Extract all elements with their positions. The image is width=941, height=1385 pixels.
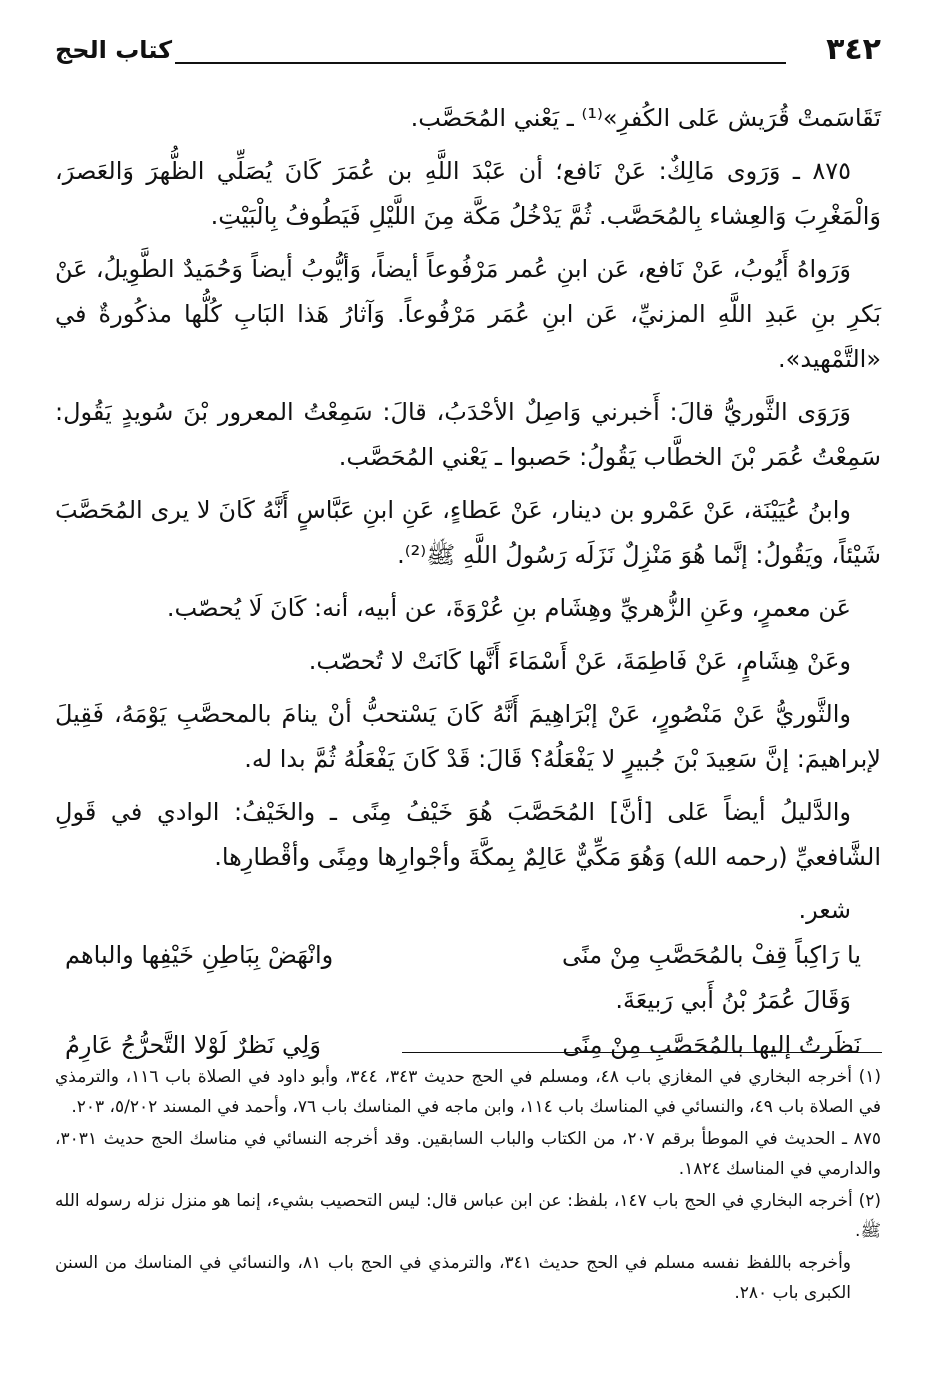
paragraph: والدَّليلُ أيضاً عَلى [أنَّ] المُحَصَّبَ هُوَ خَيْفُ مِنًى ـ والخَيْفُ: الوادي في قَولِ الشَّافعيِّ (رحمه الله) وَهُوَ مَكِّيٌّ عَالِمٌ بِمكَّةَ وأجْوارِها ومِنًى وأقْطارِها. <box>55 798 881 871</box>
verse-second-hemistich: وانْهَضْ بِبَاطِنِ خَيْفِها والباهم <box>65 941 334 969</box>
poem-label: شعر. <box>798 896 851 924</box>
verse-first-hemistich: يا رَاكِباً قِفْ بالمُحَصَّبِ مِنْ منًى <box>562 941 861 969</box>
header-rule <box>175 62 786 64</box>
paragraph: وَرَوَى الثَّوريُّ قالَ: أَخبرني وَاصِلٌ الأحْدَبُ، قالَ: سَمِعْتُ المعرور بْنَ سُويدٍ يَقُول: سَمِعْتُ عُمَر بْنَ الخطَّاب يَقُولُ: حَصبوا ـ يَعْني المُحَصَّب. <box>55 398 881 471</box>
book-title: كتاب الحج <box>55 36 173 64</box>
page-header <box>55 32 881 72</box>
paragraph: وَرَواهُ أَيُوبُ، عَنْ نَافع، عَن ابنِ عُمر مَرْفُوعاً أيضاً، وَأيُّوبُ أيضاً وَحُمَيدٌ الطَّوِيلُ، عَنْ بَكرِ بنِ عَبدِ اللَّهِ المزنيِّ، عَن ابنِ عُمَر مَرْفُوعاً. وَآثارُ هَذا البَابِ كُلُّها مذكُورةٌ في «التَّمْهيد». <box>55 255 881 373</box>
paragraph: وعَنْ هِشَامٍ، عَنْ فَاطِمَةَ، عَنْ أَسْمَاءَ أَنَّها كَانَتْ لا تُحصّب. <box>308 647 851 675</box>
footnote: (١) أخرجه البخاري في المغازي باب ٤٨، ومسلم في الحج حديث ٣٤٣، ٣٤٤، وأبو داود في الصلاة باب ١١٦، والترمذي في الصلاة باب ٤٩، والنسائي في المناسك باب ١١٤، وابن ماجه في المناسك باب ٧٦، وأحمد في المسند ٥/٢٠٢، ٢٠٣. <box>55 1067 881 1117</box>
footnotes <box>55 1062 881 1310</box>
footnote: (٢) أخرجه البخاري في الحج باب ١٤٧، بلفظ: عن ابن عباس قال: ليس التحصيب بشيء، إنما هو منزل نزله رسوله الله ﷺ. <box>55 1191 881 1241</box>
poem-verse <box>55 933 881 978</box>
paragraph: تَقَاسَمتْ قُرَيش عَلى الكُفرِ»⁽¹⁾ ـ يَعْني المُحَصَّب. <box>410 104 881 132</box>
poem-attribution: وَقَالَ عُمَرُ بْنُ أَبي رَبيعَةَ. <box>615 986 851 1014</box>
page-number: ٣٤٢ <box>826 32 881 67</box>
paragraph: وابنُ عُيَيْنَة، عَنْ عَمْرو بن دينار، عَنْ عَطاءٍ، عَنِ ابنِ عَبَّاسٍ أَنَّهُ كَانَ لا يرى المُحَصَّبَ شَيْئاً، ويَقُولُ: إنَّما هُوَ مَنْزِلٌ نَزَلَه رَسُولُ اللَّهِ ﷺ⁽²⁾. <box>55 496 881 569</box>
verse-first-hemistich: نَظَرتُ إليها بالمُحَصَّبِ مِنْ مِنًى <box>562 1031 861 1059</box>
paragraph-hadith-875: ٨٧٥ ـ وَرَوى مَالِكٌ: عَنْ نَافع؛ أن عَبْدَ اللَّهِ بن عُمَرَ كَانَ يُصَلِّي الظُّهرَ وَالعَصرَ، وَالْمَغْرِبَ وَالعِشاء بِالمُحَصَّب. ثُمَّ يَدْخُلُ مَكَّة مِنَ اللَّيْلِ فَيَطُوفُ بِالْبَيْتِ. <box>55 157 881 230</box>
paragraph: عَن معمرٍ، وعَنِ الزُّهريِّ وهِشَام بنِ عُرْوَةَ، عن أبيه، أنه: كَانَ لَا يُحصّب. <box>166 594 851 622</box>
main-text <box>55 96 881 1068</box>
paragraph: والثَّوريُّ عَنْ مَنْصُورٍ، عَنْ إبْرَاهِيمَ أَنَّهُ كَانَ يَسْتحبُّ أنْ ينامَ بالمحصَّبِ يَوْمَهُ، فَقِيلَ لإبراهيمَ: إنَّ سَعِيدَ بْنَ جُبيرٍ لا يَفْعَلُهُ؟ قَالَ: قَدْ كَانَ يَفْعَلُهُ ثُمَّ بدا له. <box>55 700 881 773</box>
footnote-continuation: وأخرجه باللفظ نفسه مسلم في الحج حديث ٣٤١، والترمذي في الحج باب ٨١، والنسائي في المناسك من السنن الكبرى باب ٢٨٠. <box>55 1253 852 1303</box>
footnote: ٨٧٥ ـ الحديث في الموطأ برقم ٢٠٧، من الكتاب والباب السابقين. وقد أخرجه النسائي في مناسك الحج حديث ٣٠٣١، والدارمي في المناسك ١٨٢٤. <box>55 1129 881 1179</box>
verse-second-hemistich: وَلِي نَظرٌ لَوْلا التَّحرُّجُ عَارِمُ <box>65 1031 321 1059</box>
footnote-separator <box>402 1052 882 1053</box>
